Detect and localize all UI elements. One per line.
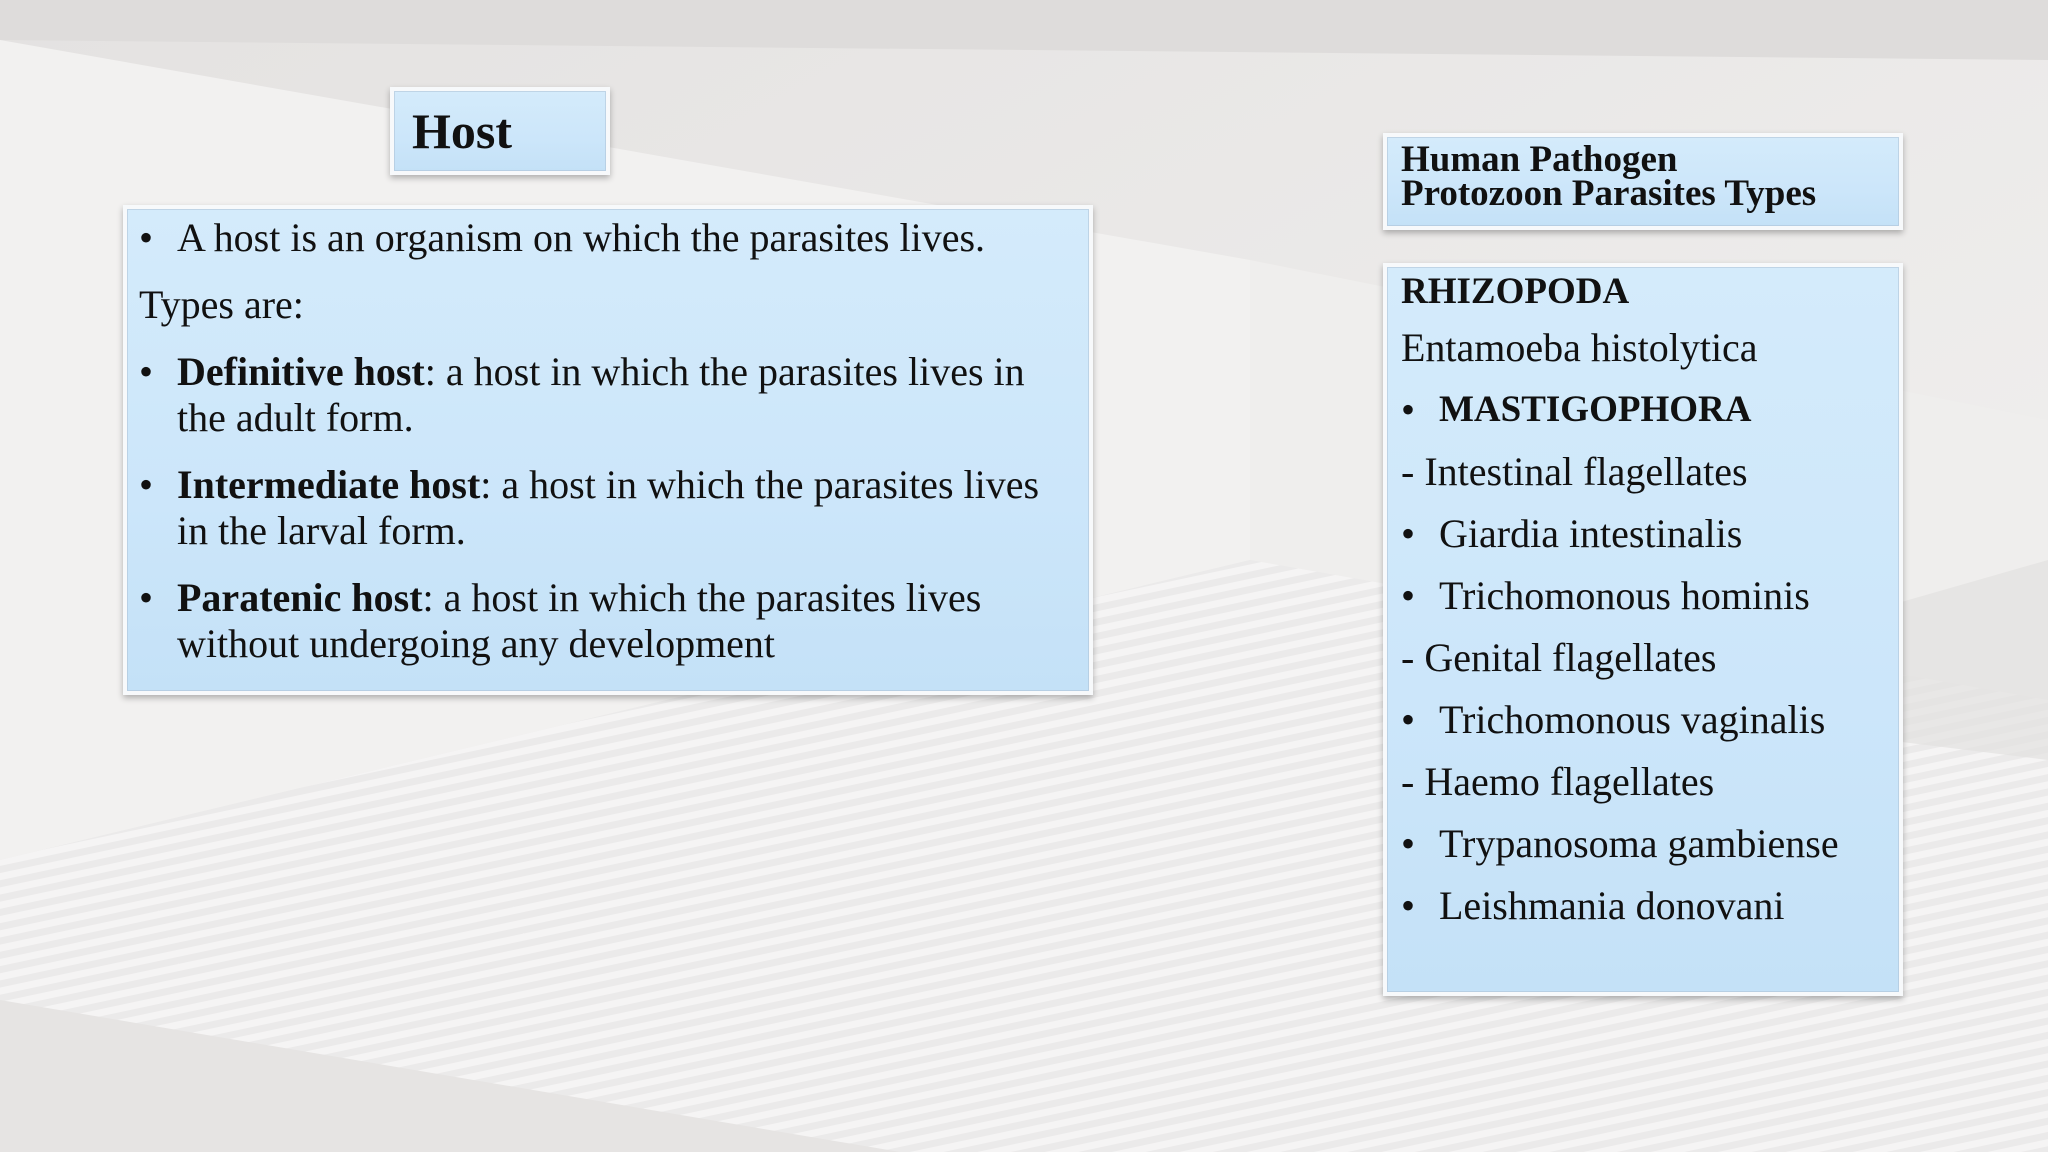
host-type-description: : a host in which the parasites lives in the larval form.	[177, 462, 1040, 553]
species-item	[1401, 883, 1889, 929]
bullet-icon: •	[1401, 387, 1416, 432]
host-title: Host	[412, 103, 512, 159]
species-entamoeba: Entamoeba histolytica	[1401, 325, 1758, 370]
host-intro-text: A host is an organism on which the parasites lives.	[177, 215, 986, 260]
bullet-icon: •	[139, 575, 154, 620]
subgroup-intestinal: - Intestinal flagellates	[1401, 449, 1748, 494]
host-type-term: Intermediate host	[177, 462, 481, 507]
species-item	[1401, 573, 1889, 619]
host-type-item	[139, 462, 1069, 554]
protozoon-title-line1: Human Pathogen	[1401, 139, 1678, 180]
species-item	[1401, 697, 1889, 743]
host-definition-box	[123, 205, 1093, 695]
group-heading-rhizopoda: RHIZOPODA	[1401, 271, 1630, 312]
species-trypanosoma: Trypanosoma gambiense	[1439, 821, 1839, 866]
host-title-box	[390, 87, 610, 175]
types-label: Types are:	[139, 282, 304, 327]
subgroup-haemo: - Haemo flagellates	[1401, 759, 1715, 804]
host-intro-item	[139, 215, 1069, 261]
species-leishmania: Leishmania donovani	[1439, 883, 1785, 928]
bullet-icon: •	[139, 462, 154, 507]
host-type-description: : a host in which the parasites lives in the adult form.	[177, 349, 1025, 440]
bullet-icon: •	[139, 349, 154, 394]
host-type-item	[139, 575, 1069, 667]
bullet-icon: •	[1401, 697, 1416, 742]
bullet-icon: •	[1401, 883, 1416, 928]
species-trichomonous-vaginalis: Trichomonous vaginalis	[1439, 697, 1826, 742]
host-type-item	[139, 349, 1069, 441]
bullet-icon: •	[1401, 821, 1416, 866]
host-type-description: : a host in which the parasites lives without undergoing any development	[177, 575, 982, 666]
species-giardia: Giardia intestinalis	[1439, 511, 1743, 556]
host-type-term: Paratenic host	[177, 575, 423, 620]
protozoon-title-box	[1383, 133, 1903, 230]
species-item	[1401, 821, 1889, 867]
bullet-icon: •	[1401, 573, 1416, 618]
group-heading-mastigophora-item	[1401, 387, 1889, 433]
host-type-term: Definitive host	[177, 349, 425, 394]
species-item	[1401, 511, 1889, 557]
group-heading-mastigophora: MASTIGOPHORA	[1439, 389, 1752, 430]
species-trichomonous-hominis: Trichomonous hominis	[1439, 573, 1810, 618]
bullet-icon: •	[1401, 511, 1416, 556]
protozoon-types-box	[1383, 263, 1903, 996]
bullet-icon: •	[139, 215, 154, 260]
subgroup-genital: - Genital flagellates	[1401, 635, 1717, 680]
protozoon-title-line2: Protozoon Parasites Types	[1401, 173, 1817, 214]
